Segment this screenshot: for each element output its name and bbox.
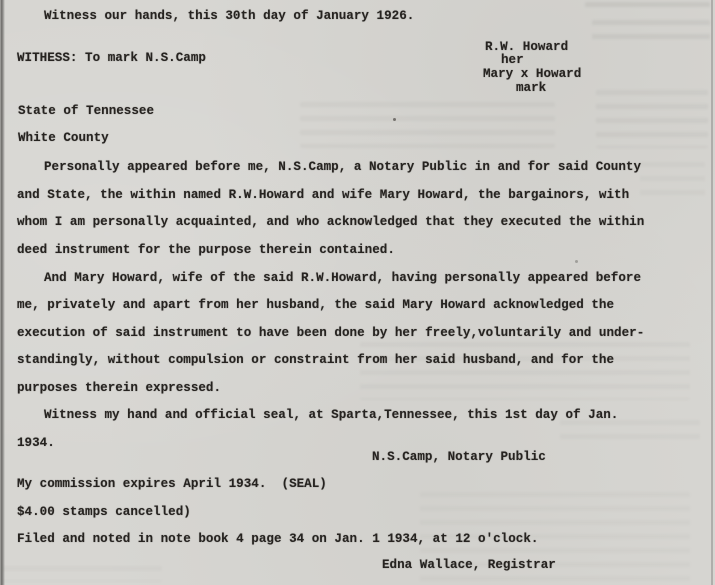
ink-speck — [575, 260, 578, 263]
paragraph2-line: And Mary Howard, wife of the said R.W.Howard, having personally appeared before — [44, 271, 642, 285]
bleed-through-texture — [300, 102, 555, 148]
bleed-through-texture — [592, 20, 710, 44]
scan-left-edge-line — [0, 0, 5, 585]
bleed-through-texture — [560, 420, 700, 440]
bleed-through-texture — [640, 162, 705, 200]
paragraph1-line: whom I am personally acquainted, and who acknowledged that they executed the within — [17, 215, 645, 229]
paragraph1-line: and State, the within named R.W.Howard and wife Mary Howard, the bargainors, with — [17, 188, 630, 202]
signature-mark-name: Mary x Howard — [483, 67, 582, 81]
witness-line: WITHESS: To mark N.S.Camp — [17, 51, 206, 65]
paragraph1-line: deed instrument for the purpose therein contained. — [17, 243, 395, 257]
registrar-signature: Edna Wallace, Registrar — [382, 558, 556, 572]
paragraph2-line: me, privately and apart from her husband, the said Mary Howard acknowledged the — [17, 298, 615, 312]
signature-mark-label: mark — [516, 81, 547, 95]
bleed-through-texture — [360, 342, 690, 400]
bleed-through-texture — [585, 2, 710, 14]
scan-right-edge-line — [711, 0, 713, 585]
paragraph2-line: execution of said instrument to have been done by her freely,voluntarily and under- — [17, 326, 645, 340]
paragraph2-line: purposes therein expressed. — [17, 381, 222, 395]
filed-line: Filed and noted in note book 4 page 34 on Jan. 1 1934, at 12 o'clock. — [17, 532, 539, 546]
ink-speck — [393, 118, 396, 121]
signature-grantor: R.W. Howard — [485, 40, 569, 54]
notary-signature: N.S.Camp, Notary Public — [372, 450, 546, 464]
bleed-through-texture — [2, 566, 162, 582]
closing-date-line: Witness our hands, this 30th day of January 1926. — [44, 9, 415, 23]
bleed-through-texture — [596, 90, 708, 148]
stamps-line: $4.00 stamps cancelled) — [17, 505, 191, 519]
county-line: White County — [18, 131, 109, 145]
state-line: State of Tennessee — [18, 104, 155, 118]
paragraph2-line: standingly, without compulsion or constraint from her said husband, and for the — [17, 353, 615, 367]
year-line: 1934. — [17, 436, 55, 450]
signature-her-label: her — [501, 53, 524, 67]
notary-seal-line: Witness my hand and official seal, at Sparta,Tennessee, this 1st day of Jan. — [44, 408, 619, 422]
commission-line: My commission expires April 1934. (SEAL) — [17, 477, 327, 491]
paragraph1-line: Personally appeared before me, N.S.Camp, a Notary Public in and for said County — [44, 160, 642, 174]
